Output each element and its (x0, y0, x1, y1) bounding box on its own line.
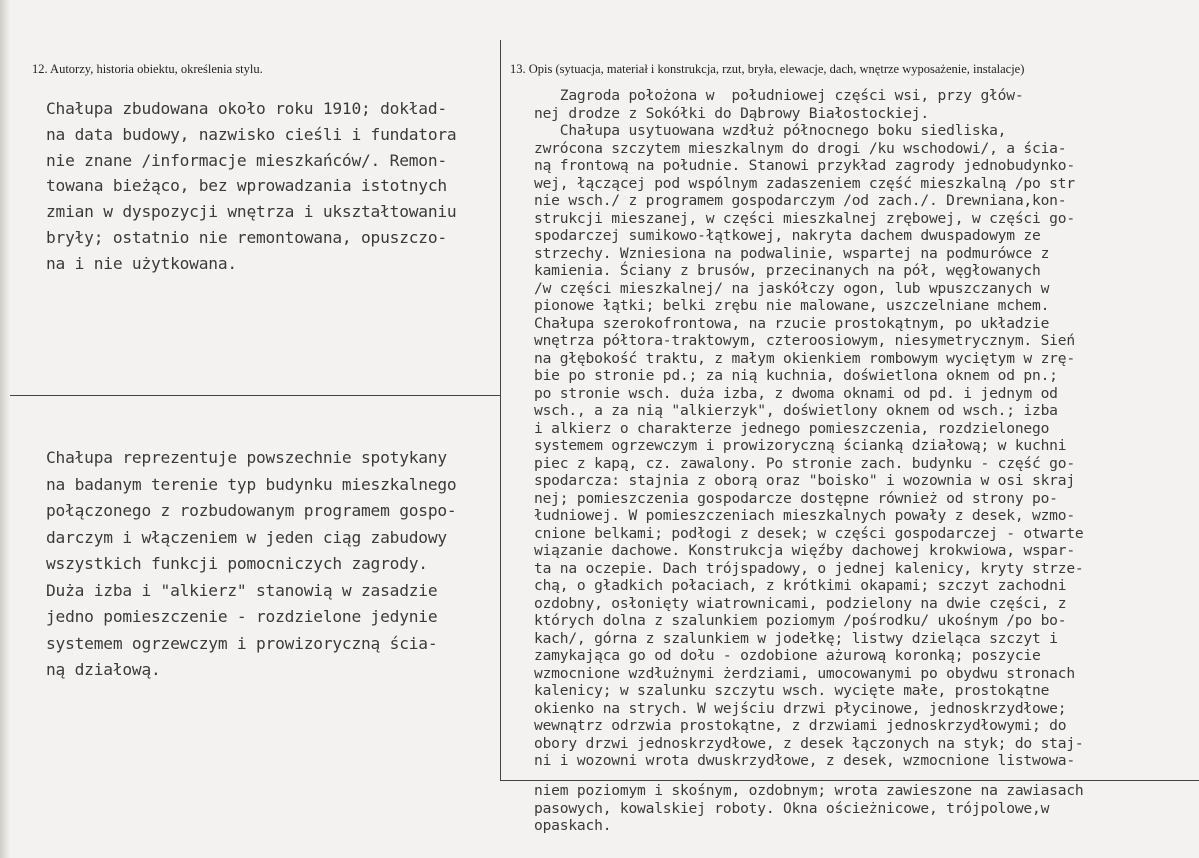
text-line: nie wsch./ z programem gospodarczym /od zach./. Drewniana,kon- (534, 192, 1067, 209)
text-line: których dolna z szalunkiem poziomym /pośrodku/ ukośnym /po bo- (534, 612, 1067, 629)
text-line: systemem ogrzewczym i prowizoryczną ścianką działową; w kuchni (534, 437, 1067, 454)
section-13-continuation-text (534, 782, 1084, 835)
text-line: pionowe łątki; belki zrębu nie malowane, uszczelniane mchem. (534, 297, 1050, 314)
text-line: wej, łączącej pod wspólnym zadaszeniem część mieszkalną /po str (534, 174, 1075, 192)
text-line: bryły; ostatnio nie remontowana, opuszczo- (46, 227, 447, 247)
text-line: pasowych, kowalskiej roboty. Okna ościeżnicowe, trójpolowe,w (534, 799, 1050, 817)
text-line: ozdobny, osłonięty wiatrownicami, podzielony na dwie części, z (534, 594, 1067, 612)
text-line: spodarcza: stajnia z oborą oraz "boisko" i wozownia w osi skraj (534, 472, 1075, 489)
text-line: Zagroda położona w południowej części wsi, przy głów- (534, 87, 1024, 104)
text-line: po stronie wsch. duża izba, z dwoma oknami od pd. i jednym od (534, 384, 1058, 402)
text-line: strzechy. Wzniesiona na podwalinie, wspartej na podmurówce z (534, 244, 1050, 262)
text-line: kach/, górna z szalunkiem w jodełkę; listwy dzieląca szczyt i (534, 629, 1058, 647)
text-line: ną frontową na południe. Stanowi przykład zagrody jednobudynko- (534, 157, 1075, 174)
section-13-label: 13. Opis (sytuacja, materiał i konstrukcja, rzut, bryła, elewacje, dach, wnętrze wyposażenie, instalacje) (510, 62, 1025, 76)
text-line: okienko na strych. W wejściu drzwi płycinowe, jednoskrzydłowe; (534, 699, 1067, 717)
text-line: ną działową. (46, 660, 161, 679)
text-line: zwrócona szczytem mieszkalnym do drogi /ku wschodowi/, a ścia- (534, 139, 1067, 157)
text-line: ta na oczepie. Dach trójspadowy, o jednej kalenicy, kryty strze- (534, 559, 1084, 577)
text-line: chą, o gładkich połaciach, z krótkimi okapami; szczyt zachodni (534, 577, 1067, 594)
text-line: nej drodze z Sokółki do Dąbrowy Białostockiej. (534, 104, 929, 122)
section-12-divider (10, 395, 500, 396)
section-13-bottom-rule (500, 780, 1199, 781)
sheet-left-edge (0, 0, 10, 858)
text-line: nej; pomieszczenia gospodarcze dostępne również od strony po- (534, 489, 1058, 507)
text-line: kamienia. Ściany z brusów, przecinanych na pół, węgłowanych (534, 262, 1041, 279)
text-line: zamykająca go od dołu - ozdobione ażurową koronką; poszycie (534, 647, 1041, 664)
text-line: wsch., a za nią "alkierzyk", doświetlony oknem od wsch.; izba (534, 402, 1058, 419)
text-line: Duża izba i "alkierz" stanowią w zasadzie (46, 580, 438, 600)
text-line: i alkierz o charakterze jednego pomieszczenia, rozdzielonego (534, 419, 1050, 437)
text-line: piec z kapą, cz. zawalony. Po stronie zach. budynku - część go- (534, 454, 1075, 472)
text-line: systemem ogrzewczym i prowizoryczną ścia- (46, 633, 438, 653)
text-line: darczym i włączeniem w jeden ciąg zabudowy (46, 527, 447, 547)
text-line: wiązanie dachowe. Konstrukcja więźby dachowej krokwiowa, wspar- (534, 542, 1075, 559)
section-13-description-text (534, 87, 1084, 770)
text-line: opaskach. (534, 817, 612, 834)
text-line: na głębokość traktu, z małym okienkiem rombowym wyciętym w zrę- (534, 349, 1075, 367)
text-line: wnętrza półtora-traktowym, czteroosiowym, niesymetrycznym. Sień (534, 332, 1075, 349)
text-line: /w części mieszkalnej/ na jaskółczy ogon, lub wpuszczanych w (534, 279, 1050, 297)
text-line: ni i wozowni wrota dwuskrzydłowe, z desek, wzmocnione listwowa- (534, 752, 1075, 769)
text-line: towana bieżąco, bez wprowadzania istotnych (46, 176, 447, 196)
text-line: na data budowy, nazwisko cieśli i fundatora (46, 124, 457, 144)
text-line: Chałupa zbudowana około roku 1910; dokład- (46, 99, 447, 118)
text-line: wewnątrz odrzwia prostokątne, z drzwiami jednoskrzydłowymi; do (534, 717, 1067, 734)
text-line: kalenicy; w szalunku szczytu wsch. wycięte małe, prostokątne (534, 682, 1050, 699)
text-line: Chałupa usytuowana wzdłuż północnego boku siedliska, (534, 122, 1007, 139)
text-line: wszystkich funkcji pomocniczych zagrody. (46, 554, 428, 573)
column-divider (500, 40, 501, 780)
text-line: niem poziomym i skośnym, ozdobnym; wrota zawieszone na zawiasach (534, 782, 1084, 799)
section-12-label: 12. Autorzy, historia obiektu, określenia stylu. (32, 62, 263, 76)
text-line: jedno pomieszczenie - rozdzielone jedynie (46, 607, 438, 626)
section-12-history-text (46, 96, 456, 277)
text-line: na badanym terenie typ budynku mieszkalnego (46, 474, 457, 494)
text-line: Chałupa szerokofrontowa, na rzucie prostokątnym, po układzie (534, 314, 1050, 332)
text-line: strukcji mieszanej, w części mieszkalnej zrębowej, w części go- (534, 209, 1075, 227)
text-line: bie po stronie pd.; za nią kuchnia, doświetlona oknem od pn.; (534, 367, 1058, 384)
section-12-assessment-text (46, 445, 456, 684)
text-line: cnione belkami; podłogi z desek; w części gospodarczej - otwarte (534, 524, 1084, 542)
text-line: łudniowej. W pomieszczeniach mieszkalnych powały z desek, wzmo- (534, 507, 1075, 524)
text-line: zmian w dyspozycji wnętrza i ukształtowaniu (46, 202, 457, 222)
text-line: nie znane /informacje mieszkańców/. Remon- (46, 150, 447, 170)
text-line: połączonego z rozbudowanym programem gospo- (46, 501, 457, 520)
text-line: Chałupa reprezentuje powszechnie spotykany (46, 448, 447, 467)
text-line: spodarczej sumikowo-łątkowej, nakryta dachem dwuspadowym ze (534, 227, 1041, 244)
text-line: na i nie użytkowana. (46, 253, 237, 273)
text-line: wzmocnione wzdłużnymi żerdziami, umocowanymi po obydwu stronach (534, 664, 1075, 682)
text-line: obory drzwi jednoskrzydłowe, z desek łączonych na styk; do staj- (534, 734, 1084, 752)
